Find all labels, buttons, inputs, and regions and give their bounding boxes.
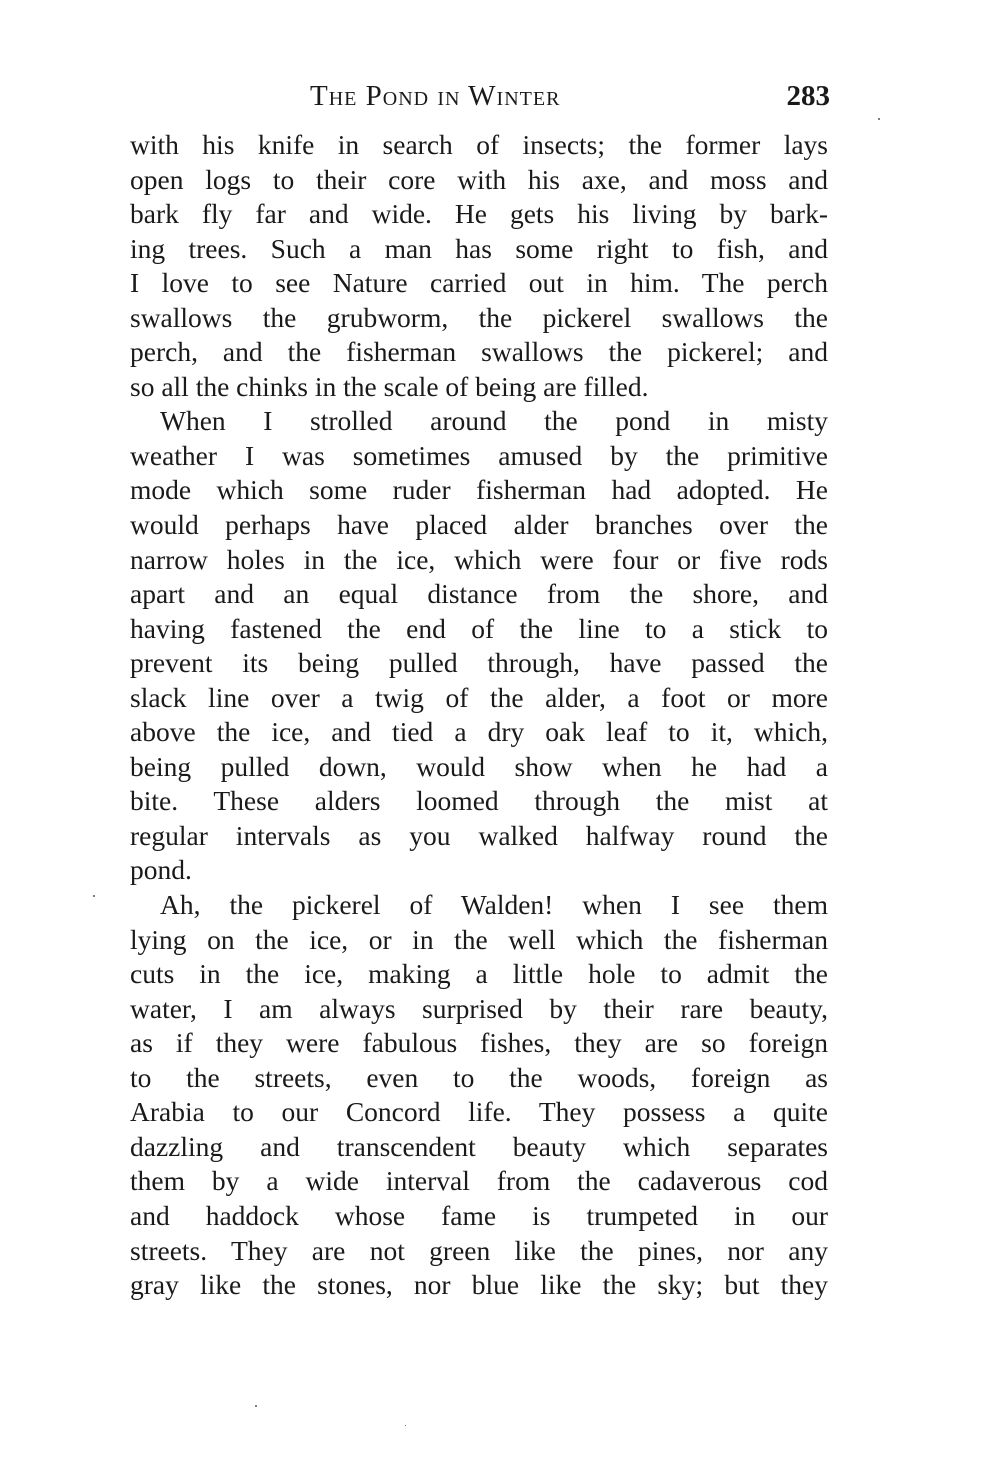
scan-speck <box>405 1425 406 1426</box>
text-line: mode which some ruder fisherman had adopted. He <box>130 474 828 506</box>
text-line: to the streets, even to the woods, foreign as <box>130 1061 828 1093</box>
text-line: swallows the grubworm, the pickerel swallows the <box>130 301 828 333</box>
text-line: prevent its being pulled through, have passed the <box>130 647 828 679</box>
text-line: ing trees. Such a man has some right to fish, and <box>130 232 828 264</box>
body-text <box>130 128 828 1303</box>
running-head <box>130 76 830 116</box>
text-line: as if they were fabulous fishes, they are so foreign <box>130 1027 828 1059</box>
text-line: lying on the ice, or in the well which the fisherman <box>130 923 828 955</box>
text-line: open logs to their core with his axe, and moss and <box>130 163 828 195</box>
paragraph-first-line: When I strolled around the pond in misty <box>160 405 828 437</box>
text-line: regular intervals as you walked halfway round the <box>130 819 828 851</box>
text-line: gray like the stones, nor blue like the sky; but they <box>130 1269 828 1301</box>
text-line: bark fly far and wide. He gets his living by bark- <box>130 198 828 230</box>
text-line: perch, and the fisherman swallows the pickerel; and <box>130 336 828 368</box>
text-line: slack line over a twig of the alder, a foot or more <box>130 681 828 713</box>
text-line: being pulled down, would show when he had a <box>130 750 828 782</box>
scan-speck <box>255 1405 257 1407</box>
text-line: bite. These alders loomed through the mist at <box>130 785 828 817</box>
running-title: The Pond in Winter <box>310 80 561 112</box>
text-line: having fastened the end of the line to a stick to <box>130 612 828 644</box>
text-line: I love to see Nature carried out in him. The perch <box>130 267 828 299</box>
page-number: 283 <box>786 80 830 112</box>
text-line: cuts in the ice, making a little hole to admit the <box>130 958 828 990</box>
text-line: weather I was sometimes amused by the primitive <box>130 439 828 471</box>
text-line: so all the chinks in the scale of being are filled. <box>130 370 649 402</box>
text-line: dazzling and transcendent beauty which separates <box>130 1130 828 1162</box>
text-line: pond. <box>130 854 192 886</box>
text-line: them by a wide interval from the cadaverous cod <box>130 1165 828 1197</box>
text-line: with his knife in search of insects; the former lays <box>130 129 828 160</box>
text-line: streets. They are not green like the pines, nor any <box>130 1234 828 1266</box>
scan-speck <box>878 118 880 120</box>
text-line: apart and an equal distance from the shore, and <box>130 578 828 610</box>
text-line: Arabia to our Concord life. They possess a quite <box>130 1096 828 1128</box>
text-line: above the ice, and tied a dry oak leaf to it, which, <box>130 716 828 748</box>
text-line: narrow holes in the ice, which were four or five rods <box>130 543 828 575</box>
text-line: water, I am always surprised by their rare beauty, <box>130 992 828 1024</box>
paragraph-first-line: Ah, the pickerel of Walden! when I see them <box>160 889 828 921</box>
text-line: would perhaps have placed alder branches over the <box>130 509 828 541</box>
text-line: and haddock whose fame is trumpeted in our <box>130 1199 828 1231</box>
scan-speck <box>93 895 95 897</box>
